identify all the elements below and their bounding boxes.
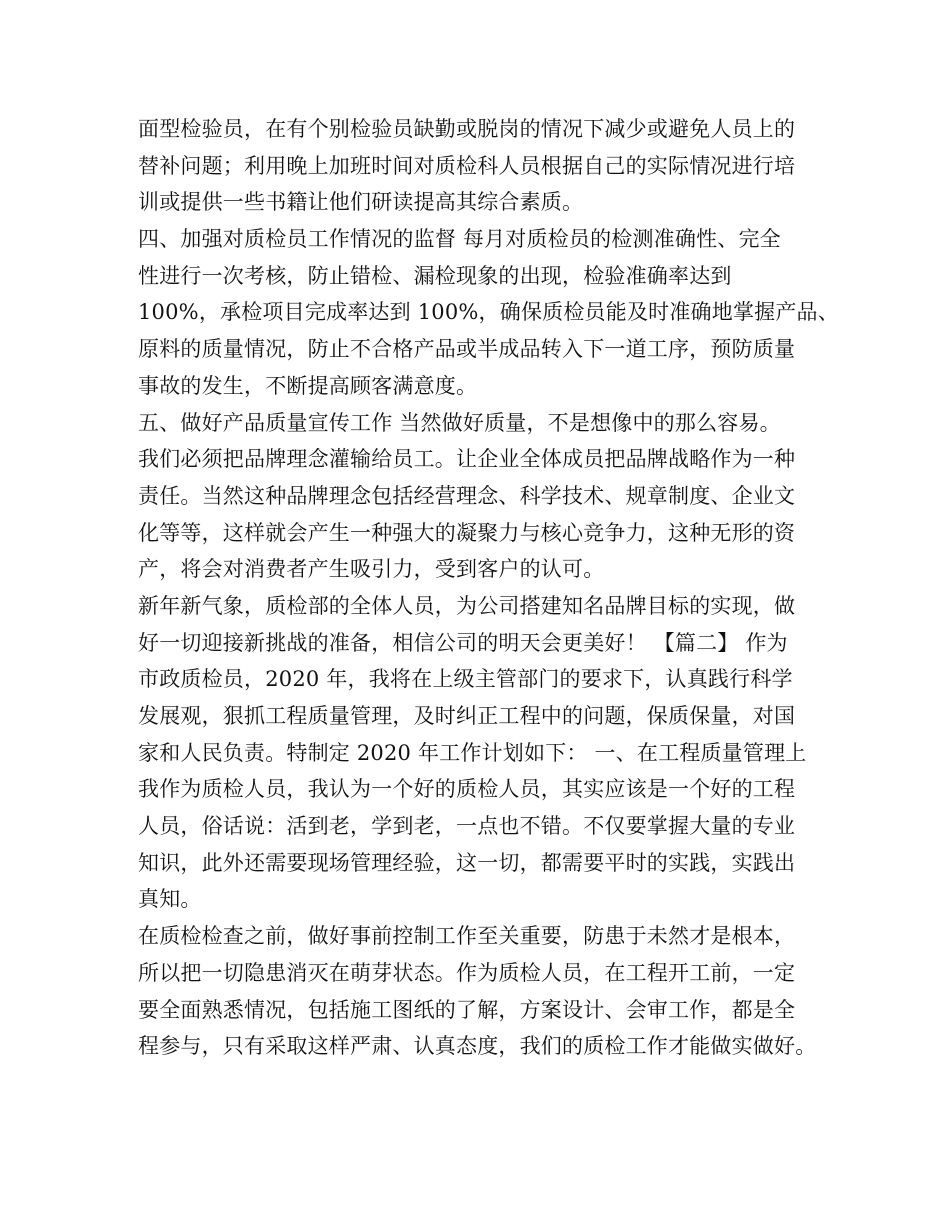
text-line: 人员，俗话说：活到老，学到老，一点也不错。不仅要掌握大量的专业 (138, 814, 796, 839)
text-line: 所以把一切隐患消灭在萌芽状态。作为质检人员，在工程开工前，一定 (138, 960, 796, 985)
text-line: 替补问题；利用晚上加班时间对质检科人员根据自己的实际情况进行培 (138, 153, 796, 178)
text-line: 真知。 (138, 887, 202, 912)
text-line: 四、加强对质检员工作情况的监督 每月对质检员的检测准确性、完全 (138, 227, 781, 252)
text-line: 100%，承检项目完成率达到 100%，确保质检员能及时准确地掌握产品、 (138, 300, 839, 325)
text-line: 在质检检查之前，做好事前控制工作至关重要，防患于未然才是根本， (138, 924, 796, 949)
body-text (138, 111, 838, 1065)
text-line: 知识，此外还需要现场管理经验，这一切，都需要平时的实践，实践出 (138, 850, 796, 875)
text-line: 市政质检员，2020 年，我将在上级主管部门的要求下，认真践行科学 (138, 667, 793, 692)
text-line: 产，将会对消费者产生吸引力，受到客户的认可。 (138, 557, 605, 582)
text-line: 新年新气象，质检部的全体人员，为公司搭建知名品牌目标的实现，做 (138, 593, 796, 618)
text-line: 化等等，这样就会产生一种强大的凝聚力与核心竞争力，这种无形的资 (138, 520, 796, 545)
text-line: 我们必须把品牌理念灌输给员工。让企业全体成员把品牌战略作为一种 (138, 447, 796, 472)
text-line: 责任。当然这种品牌理念包括经营理念、科学技术、规章制度、企业文 (138, 483, 796, 508)
text-line: 面型检验员，在有个别检验员缺勤或脱岗的情况下减少或避免人员上的 (138, 117, 796, 141)
text-line: 事故的发生，不断提高顾客满意度。 (138, 373, 478, 398)
text-line: 原料的质量情况，防止不合格产品或半成品转入下一道工序，预防质量 (138, 337, 796, 362)
text-line: 程参与，只有采取这样严肃、认真态度，我们的质检工作才能做实做好。 (138, 1034, 817, 1059)
text-line: 好一切迎接新挑战的准备，相信公司的明天会更美好！ 【篇二】 作为 (138, 630, 788, 655)
text-line: 性进行一次考核，防止错检、漏检现象的出现，检验准确率达到 (138, 263, 732, 288)
text-line: 发展观，狠抓工程质量管理，及时纠正工程中的问题，保质保量，对国 (138, 704, 796, 728)
text-line: 家和人民负责。特制定 2020 年工作计划如下： 一、在工程质量管理上 (138, 740, 807, 765)
text-line: 要全面熟悉情况，包括施工图纸的了解，方案设计、会审工作，都是全 (138, 997, 796, 1022)
text-line: 训或提供一些书籍让他们研读提高其综合素质。 (138, 190, 584, 215)
text-line: 五、做好产品质量宣传工作 当然做好质量，不是想像中的那么容易。 (138, 410, 781, 435)
text-line: 我作为质检人员，我认为一个好的质检人员，其实应该是一个好的工程 (138, 777, 796, 802)
